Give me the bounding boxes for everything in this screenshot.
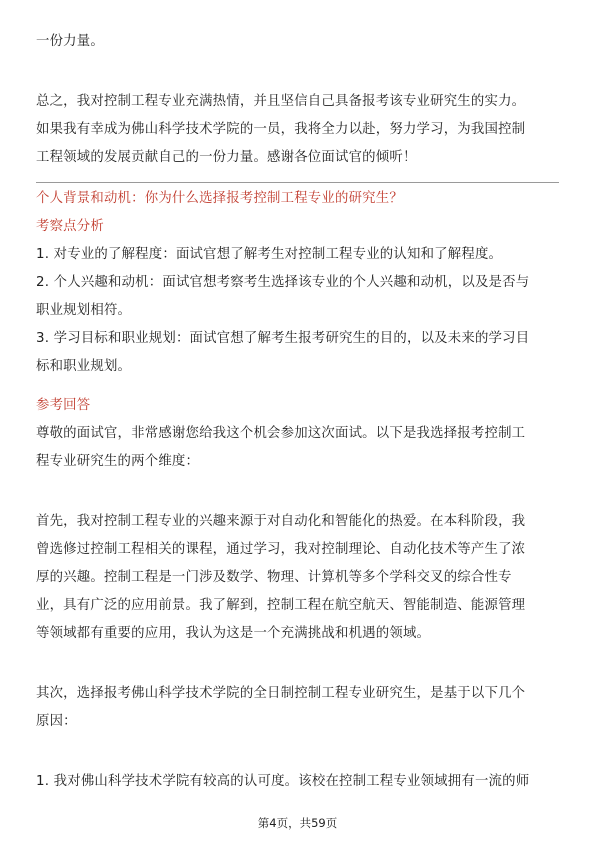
first-para-line-3: 厚的兴趣。控制工程是一门涉及数学、物理、计算机等多个学科交叉的综合性专 <box>36 570 512 585</box>
second-para-line-1: 其次，选择报考佛山科学技术学院的全日制控制工程专业研究生，是基于以下几个 <box>36 686 526 701</box>
first-para-line-5: 等领域都有重要的应用，我认为这是一个充满挑战和机遇的领域。 <box>36 626 431 641</box>
analysis-line-2: 2. 个人兴趣和动机：面试官想考察考生选择该专业的个人兴趣和动机，以及是否与 <box>36 275 530 290</box>
intro-tail-text: 一份力量。 <box>36 34 104 49</box>
first-para-line-2: 曾选修过控制工程相关的课程，通过学习，我对控制理论、自动化技术等产生了浓 <box>36 542 526 557</box>
reason-1-line: 1. 我对佛山科学技术学院有较高的认可度。该校在控制工程专业领域拥有一流的师 <box>36 774 530 789</box>
second-para-line-2: 原因： <box>36 714 77 729</box>
conclusion-line-1: 总之，我对控制工程专业充满热情，并且坚信自己具备报考该专业研究生的实力。 <box>36 94 526 109</box>
answer-heading: 参考回答 <box>36 398 91 413</box>
answer-intro-line-1: 尊敬的面试官，非常感谢您给我这个机会参加这次面试。以下是我选择报考控制工 <box>36 426 526 441</box>
analysis-line-1: 1. 对专业的了解程度：面试官想了解考生对控制工程专业的认知和了解程度。 <box>36 247 503 262</box>
section-divider <box>36 182 559 183</box>
analysis-line-5: 标和职业规划。 <box>36 359 132 374</box>
analysis-line-4: 3. 学习目标和职业规划：面试官想了解考生报考研究生的目的，以及未来的学习目 <box>36 331 530 346</box>
question-heading: 个人背景和动机：你为什么选择报考控制工程专业的研究生？ <box>36 191 403 206</box>
first-para-line-4: 业，具有广泛的应用前景。我了解到，控制工程在航空航天、智能制造、能源管理 <box>36 598 526 613</box>
page-footer: 第4页，共59页 <box>257 816 338 830</box>
conclusion-line-3: 工程领域的发展贡献自己的一份力量。感谢各位面试官的倾听！ <box>36 150 417 165</box>
answer-intro-line-2: 程专业研究生的两个维度： <box>36 454 200 469</box>
analysis-line-3: 职业规划相符。 <box>36 303 132 318</box>
analysis-heading: 考察点分析 <box>36 219 104 234</box>
conclusion-line-2: 如果我有幸成为佛山科学技术学院的一员，我将全力以赴，努力学习，为我国控制 <box>36 122 526 137</box>
first-para-line-1: 首先，我对控制工程专业的兴趣来源于对自动化和智能化的热爱。在本科阶段，我 <box>36 514 526 529</box>
